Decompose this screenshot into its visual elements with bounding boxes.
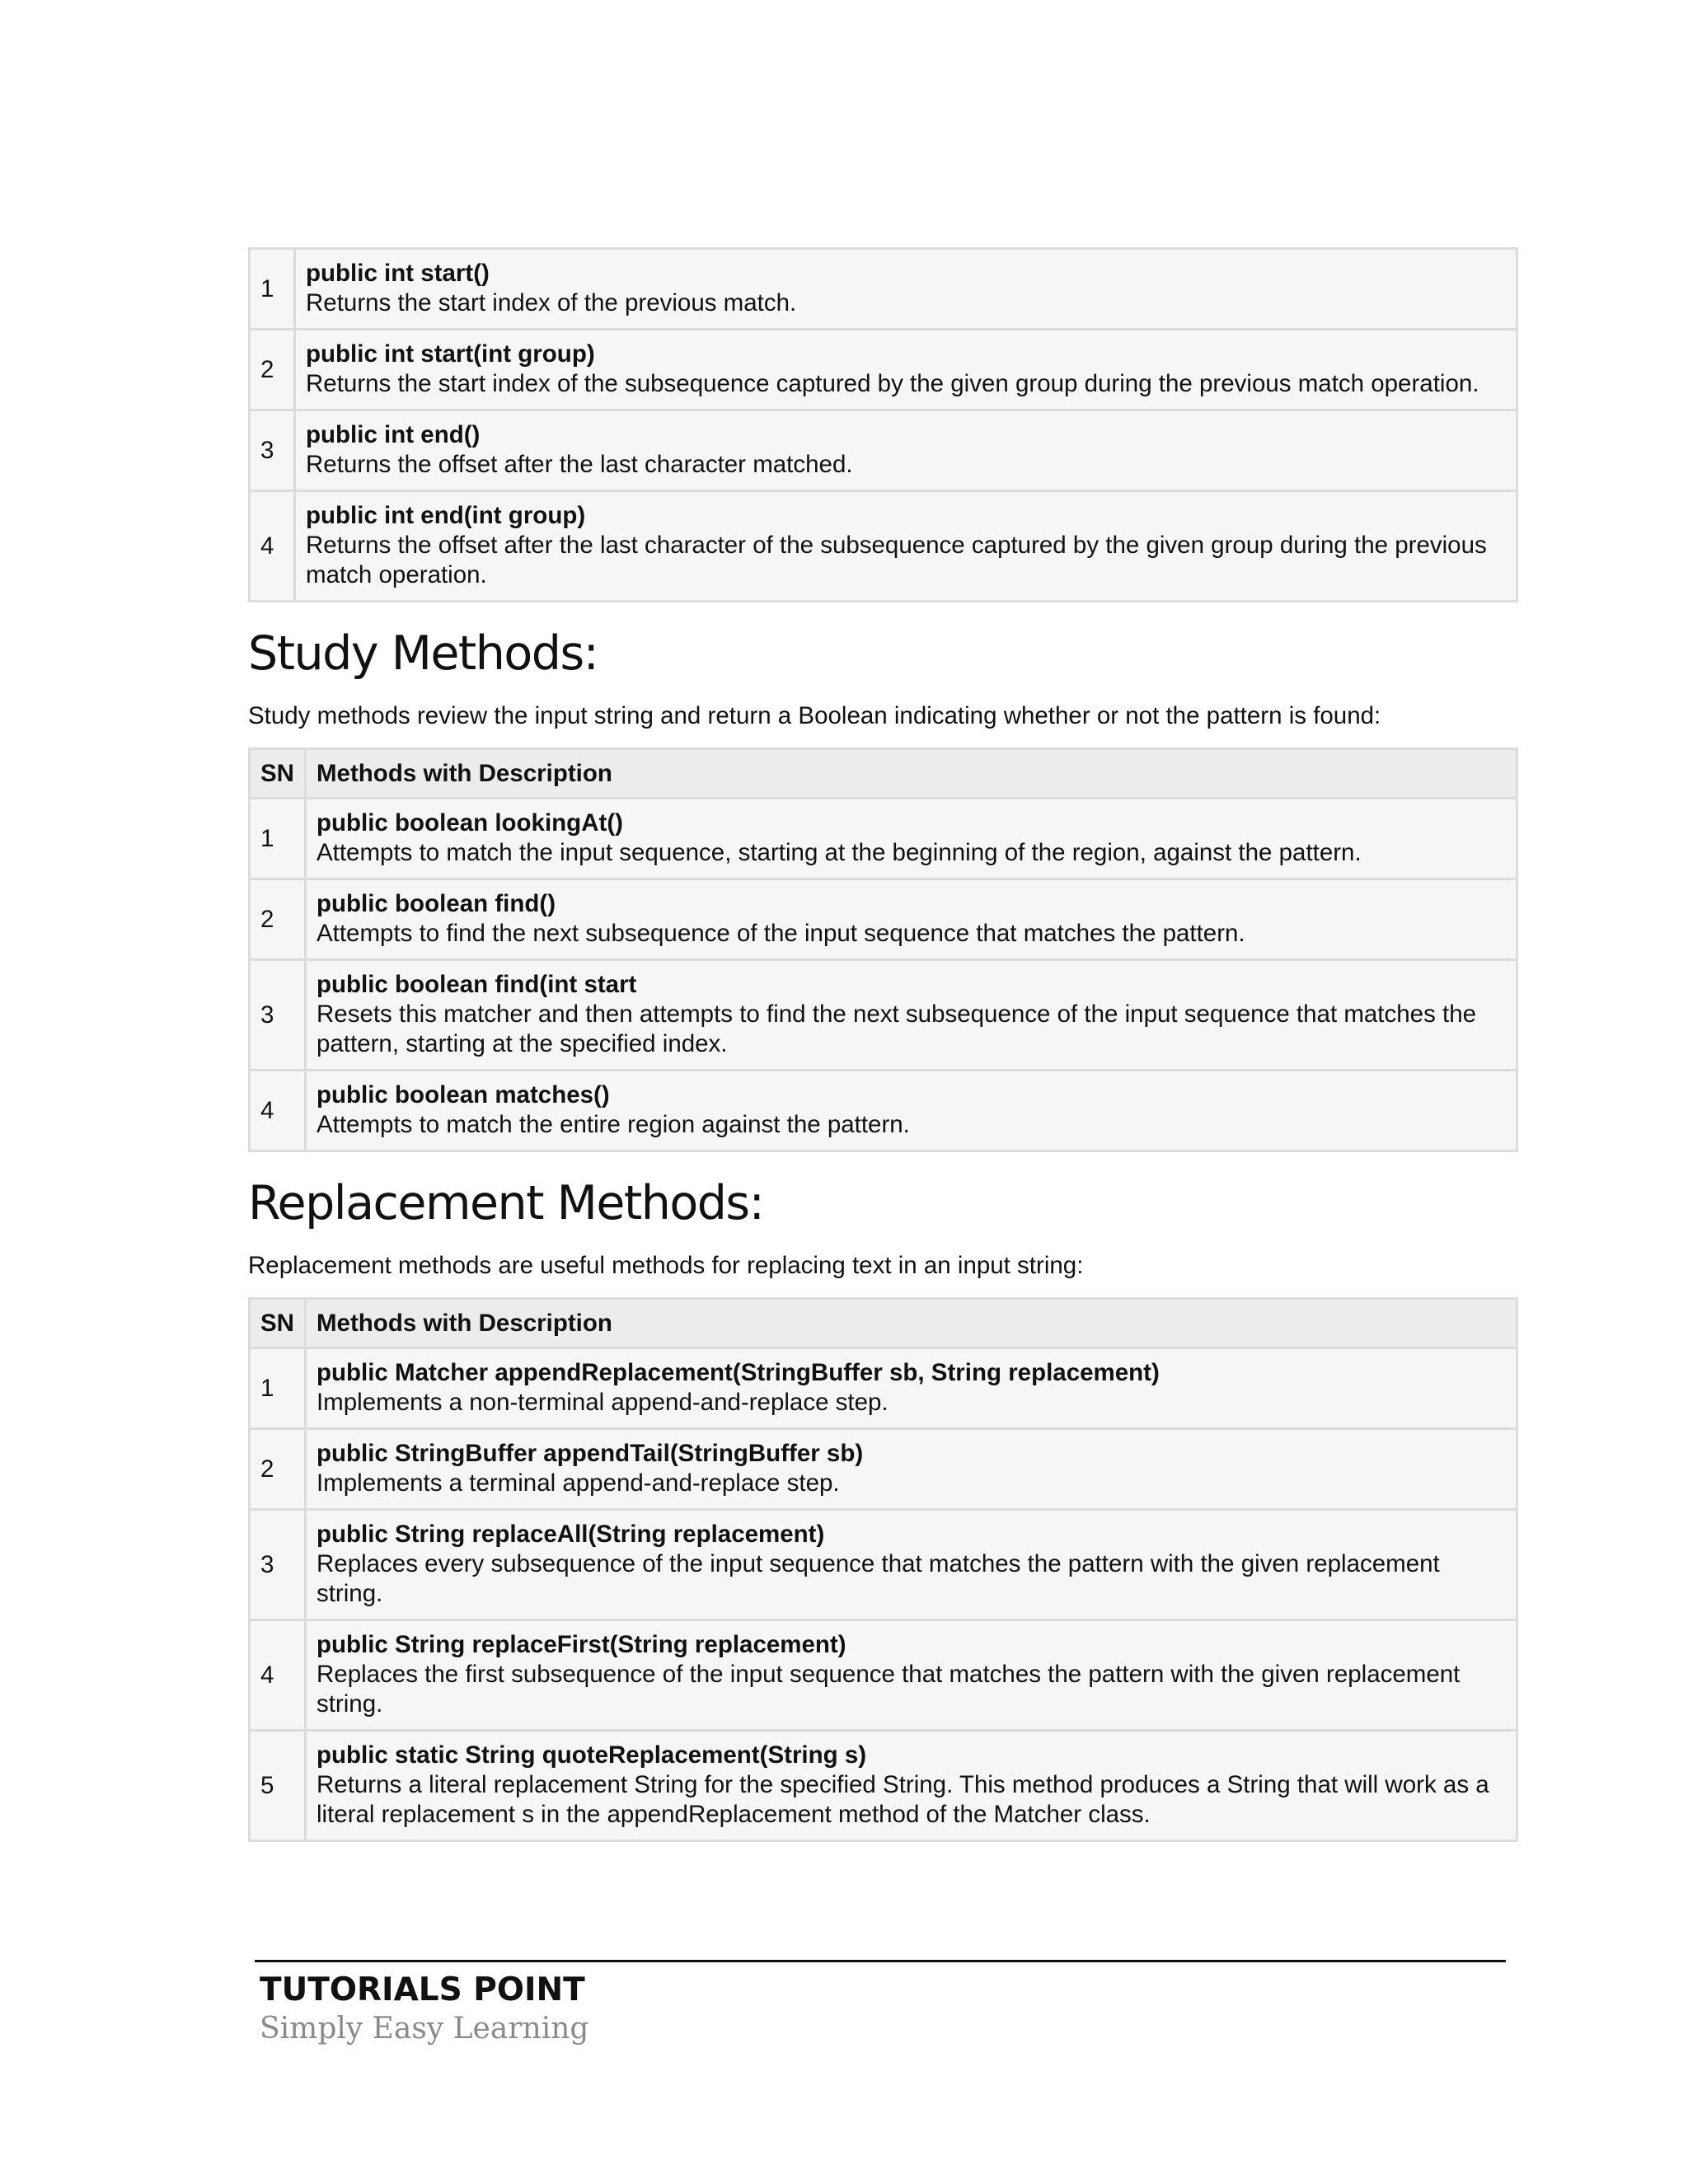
method-cell	[305, 1731, 1517, 1841]
method-cell	[295, 410, 1517, 491]
row-number: 2	[250, 879, 306, 960]
table-row	[250, 879, 1517, 960]
method-description: Attempts to find the next subsequence of the input sequence that matches the pattern.	[316, 920, 1245, 947]
footer-tagline: Simply Easy Learning	[260, 2012, 589, 2046]
row-number: 4	[250, 491, 295, 602]
method-cell	[295, 330, 1517, 410]
table-row	[250, 491, 1517, 602]
method-cell	[305, 1348, 1517, 1429]
table-header-row	[250, 749, 1517, 799]
method-cell	[305, 1429, 1517, 1510]
table-row	[250, 410, 1517, 491]
study-methods-intro: Study methods review the input string and return a Boolean indicating whether or not the pattern is found:	[248, 702, 1381, 729]
method-description: Returns the start index of the previous match.	[306, 289, 797, 316]
table-row	[250, 1429, 1517, 1510]
method-cell	[305, 960, 1517, 1071]
method-cell	[295, 491, 1517, 602]
column-header-methods: Methods with Description	[305, 749, 1517, 799]
table-row	[250, 1620, 1517, 1731]
row-number: 5	[250, 1731, 306, 1841]
method-description: Resets this matcher and then attempts to find the next subsequence of the input sequence that matches the pattern, starting at the specified index.	[316, 1001, 1477, 1057]
column-header-sn: SN	[250, 749, 306, 799]
method-description: Replaces the first subsequence of the input sequence that matches the pattern with the given replacement string.	[316, 1661, 1461, 1718]
method-signature: public boolean matches()	[316, 1081, 610, 1108]
row-number: 3	[250, 1510, 306, 1620]
row-number: 2	[250, 1429, 306, 1510]
replacement-methods-table	[248, 1297, 1518, 1842]
method-cell	[305, 799, 1517, 879]
method-cell	[305, 1071, 1517, 1151]
table-row	[250, 330, 1517, 410]
method-signature: public Matcher appendReplacement(StringBuffer sb, String replacement)	[316, 1359, 1160, 1386]
method-signature: public StringBuffer appendTail(StringBuffer sb)	[316, 1440, 864, 1467]
index-methods-table	[248, 247, 1518, 602]
page-content	[248, 247, 1518, 1842]
table-row	[250, 1731, 1517, 1841]
study-methods-heading: Study Methods:	[248, 626, 598, 681]
method-description: Returns the start index of the subsequence captured by the given group during the previous match operation.	[306, 370, 1479, 397]
row-number: 3	[250, 960, 306, 1071]
method-signature: public boolean find()	[316, 890, 556, 917]
row-number: 1	[250, 1348, 306, 1429]
column-header-methods: Methods with Description	[305, 1299, 1517, 1348]
table-row	[250, 1510, 1517, 1620]
method-description: Implements a non-terminal append-and-replace step.	[316, 1389, 889, 1416]
method-signature: public String replaceAll(String replacement)	[316, 1521, 825, 1548]
method-description: Replaces every subsequence of the input sequence that matches the pattern with the given replacement string.	[316, 1550, 1440, 1607]
study-methods-table	[248, 748, 1518, 1152]
footer-brand: TUTORIALS POINT	[260, 1971, 585, 2008]
method-signature: public int start(int group)	[306, 340, 595, 368]
method-description: Returns the offset after the last character matched.	[306, 451, 853, 478]
table-row	[250, 249, 1517, 330]
method-description: Returns the offset after the last character of the subsequence captured by the given group during the previous match operation.	[306, 532, 1487, 588]
method-cell	[305, 1510, 1517, 1620]
method-cell	[295, 249, 1517, 330]
method-signature: public boolean find(int start	[316, 971, 637, 998]
replacement-methods-heading: Replacement Methods:	[248, 1176, 764, 1230]
row-number: 1	[250, 249, 295, 330]
method-signature: public int start()	[306, 260, 490, 287]
column-header-sn: SN	[250, 1299, 306, 1348]
footer-divider	[255, 1960, 1506, 1962]
method-signature: public String replaceFirst(String replacement)	[316, 1631, 846, 1658]
method-description: Implements a terminal append-and-replace step.	[316, 1469, 840, 1497]
method-signature: public static String quoteReplacement(String s)	[316, 1741, 867, 1769]
row-number: 3	[250, 410, 295, 491]
row-number: 4	[250, 1071, 306, 1151]
table-row	[250, 799, 1517, 879]
table-row	[250, 1348, 1517, 1429]
table-row	[250, 960, 1517, 1071]
method-description: Returns a literal replacement String for the specified String. This method produces a String that will work as a literal replacement s in the appendReplacement method of the Matcher class.	[316, 1771, 1489, 1828]
row-number: 2	[250, 330, 295, 410]
table-header-row	[250, 1299, 1517, 1348]
method-signature: public int end()	[306, 421, 481, 448]
table-row	[250, 1071, 1517, 1151]
method-description: Attempts to match the input sequence, starting at the beginning of the region, against the pattern.	[316, 839, 1362, 866]
method-signature: public boolean lookingAt()	[316, 809, 623, 837]
row-number: 1	[250, 799, 306, 879]
method-cell	[305, 879, 1517, 960]
row-number: 4	[250, 1620, 306, 1731]
page-footer	[255, 1960, 1506, 2048]
replacement-methods-intro: Replacement methods are useful methods for replacing text in an input string:	[248, 1252, 1084, 1279]
method-signature: public int end(int group)	[306, 502, 586, 529]
method-description: Attempts to match the entire region against the pattern.	[316, 1111, 910, 1138]
method-cell	[305, 1620, 1517, 1731]
